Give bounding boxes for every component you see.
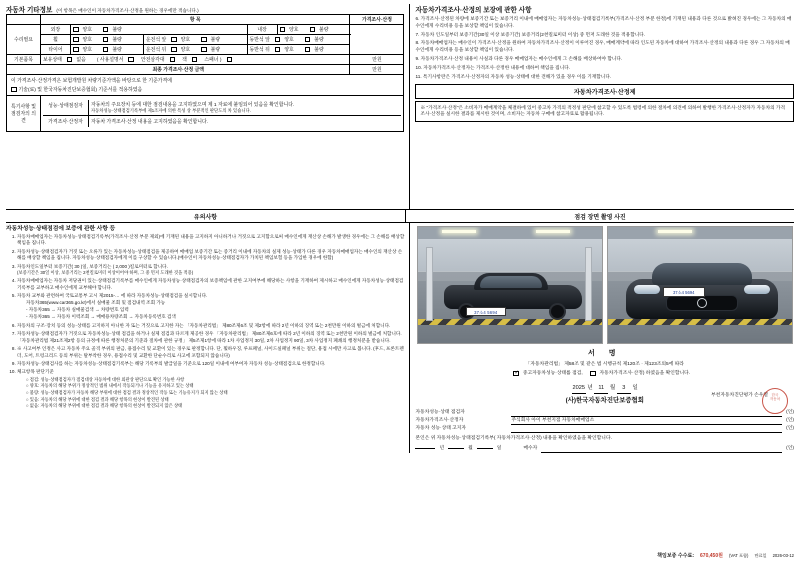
expiry-label: 만료일 <box>754 552 767 558</box>
fee-label: 책임보증 수수료: <box>657 553 695 559</box>
headlight-left <box>634 285 660 294</box>
criteria-item: ○ 있음: 자동차의 해당 부위에 대한 점검 결과 해당 항목의 현상이 발견된 상태 <box>26 396 169 402</box>
notice-heading: 자동차성능·상태점검에 보증에 관한 사항 등 <box>6 226 116 232</box>
criteria-item: ○ 없음: 자동차의 해당 부위에 대한 점검 결과 해당 항목의 현상이 발견되지 않은 상태 <box>26 403 183 409</box>
price-basis-desc <box>7 75 404 96</box>
signature-body <box>415 361 794 453</box>
signature-checkboxes: ✓ 중고자동차성능·상태를 점검, 자동차가격조사·산정) 하였음을 확인합니다. <box>415 370 794 380</box>
final-amount-label: 최종 가격조사·산정 금액 <box>7 65 350 75</box>
checkbox-price-survey[interactable] <box>590 371 596 377</box>
checkbox-basic-none[interactable] <box>67 57 73 63</box>
warranty-info-block <box>409 4 794 209</box>
link-item[interactable]: - 자동차365 → 자동차 이력조회 → 매매용차량조회 → 자동차등록번호 검색 <box>26 314 176 320</box>
warranty-item: 10. 자동차가격조사·산정자는 가격조사·산정한 내용에 대하여 책임을 집니다. <box>415 64 571 70</box>
price-checker-label: 가격조사·산정자 <box>43 116 89 127</box>
notice-item: 10. 체크항목 판단기준 ○ 점검: 성능·상태점검자가 점검대상 자동차에 대한 외관상 판단으로 확인 가능한 사항 ○ 양호: 자동차의 해당 부위가 정상적인 범위 내에서 작동되거나 기능을 유지하고 있는 상태 ○ 불량: 성능·상태점검자가 자동차 해당 부위에 대한 점검 결과 정상적인 작동 또는 기능유지가 되지 않는 상태 ○ 있음: 자동차의 해당 부위에 대한 점검 결과 해당 항목의 현상이 발견된 상태 ○ 없음: 자동차의 해당 부위에 대한 점검 결과 해당 항목의 현상이 발견되지 않은 상태 <box>17 369 404 409</box>
checkbox-interior-good[interactable] <box>280 27 286 33</box>
hazard-stripe <box>418 319 602 325</box>
signer-value[interactable] <box>511 409 782 417</box>
checkbox-tire-good[interactable] <box>73 47 79 53</box>
photo-vehicle-front <box>607 226 793 344</box>
basic-items-cell: 보유상태 없음 ( 사용설명서 안전삼각대 잭 스패너 ) <box>41 55 350 65</box>
col-fee-header: 가격조사·산정 <box>350 15 404 25</box>
price-checker-text: 자동차 가격조사·산정 내용을 고지하였음을 확인합니다. <box>91 120 209 125</box>
desc-row <box>7 75 404 96</box>
lift-post-left <box>426 247 433 321</box>
inspection-photos <box>415 226 794 344</box>
tire-rr: 동반석 뒤 양호 불량 <box>247 45 350 55</box>
brand-emblem-icon <box>697 298 707 308</box>
assoc-row <box>415 392 794 406</box>
seal-mark: (인) <box>786 410 794 416</box>
criteria-item: ○ 양호: 자동차의 해당 부위가 정상적인 범위 내에서 작동되거나 기능을 유지하고 있는 상태 <box>26 383 194 389</box>
criteria-item: ○ 점검: 성능·상태점검자가 점검대상 자동차에 대한 외관상 판단으로 확인 가능한 사항 <box>26 376 185 382</box>
ceiling-lamp-icon <box>442 230 476 233</box>
fee-vat: (VAT 포함) <box>728 552 749 558</box>
interior-options: 양호 불량 <box>277 25 350 35</box>
row-label-basic: 기본품목 <box>7 55 41 65</box>
empty-corner <box>7 15 41 25</box>
vehicle-side-view <box>444 273 582 317</box>
page-title-note: (이 항목은 매수인이 자동차가격조사·산정을 원하는 경우에만 적습니다.) <box>56 8 199 13</box>
col-items-header: 항 목 <box>41 15 350 25</box>
opinion-label: 특기사항 및 점검자의 의견 <box>7 96 41 132</box>
fee-amount: 670,450원 <box>700 553 723 559</box>
row-label-exterior: 외장 <box>41 25 71 35</box>
notice-item: 1. 자동차매매업자는 자동차성능·상태점검기록부(가격조사·산정 부분 제외)에 기재된 내용을 고지하지 아니하거나 거짓으로 고지함으로써 매수인에게 재산상 손해가 발생한 경우에는 그 손해를 배상할 책임을 집니다. <box>17 234 404 247</box>
car-window <box>480 276 542 288</box>
notice-item: 3. 자동차인도일부터 보증기간( 30 )일, 보증거리는 ( 2,000 )킬로미터로 합니다. (보증기간은 30일 이상, 보증거리는 2천킬로미터 이상이어야 하며, 그 중 먼저 도래한 것을 적용) <box>17 264 404 276</box>
ceiling-lamp-icon <box>536 230 570 233</box>
tire-rl: 운전석 뒤 양호 불량 <box>143 45 247 55</box>
notice-item: 5. 자동차 교부와 관련하여 국토교통부 고시 제2015-… 에 따라 자동차성능·상태점검을 실시합니다. 자동차365(www.car365.go.kr)에서 실매물 조회 및 점검내역 조회 가능 - 자동차365 → 자동차 실매물검색 → 차량번호 입력 - 자동차365 → 자동차 이력조회 → 매매용차량조회 → 자동차등록번호 검색 <box>17 293 404 321</box>
signer-label: 자동차 성능·상태 고지자 <box>415 426 467 432</box>
license-plate-left: 37소4 5694 <box>466 307 506 316</box>
warranty-item: 6. 가격조사·산정된 차량에 보증기간 또는 보증거리 이내에 매매업자는 자동차성능·상태점검기록부(가격조사·산정 부분 한정)에 기재된 내용과 다른 것으로 밝혀진 경우에는 그 자동차의 매수인에게 수리비용 등을 보상할 책임이 있습니다. <box>415 16 792 28</box>
price-checker-row <box>43 116 401 127</box>
notice-item: 4. 자동차매매업자는 자동차 저당권이 있는·상태점검기록부를 매수인에게 자동차성능·상태점검자의 보증책임에 관한 고지여부에 해당하는 사항을 기재하여 제시하고 매수인에게 자동차성능·상태점검기록부를 교부하고 매수인에게 교부해야 합니다. <box>17 278 404 291</box>
signer-label: 자동차성능·상태 점검자 <box>415 410 465 416</box>
checkbox-spanner[interactable] <box>227 57 233 63</box>
final-amount-unit: 만원 <box>350 65 404 75</box>
buyer-date-month[interactable] <box>448 448 464 449</box>
checkbox-performance-inspection[interactable] <box>513 371 519 377</box>
row-label-wheel: 휠 <box>41 35 71 45</box>
table-row <box>7 25 404 35</box>
signer-label: 자동차가격조사·산정자 <box>415 418 464 424</box>
table-header-row <box>7 15 404 25</box>
official-seal-icon: 한국 자동차 <box>762 388 788 414</box>
photo-vehicle-on-lift <box>417 226 603 344</box>
checkbox-tire-rl-good[interactable] <box>171 47 177 53</box>
photo-section-title: 점검 장면 촬영 사진 <box>574 214 626 221</box>
notice-item: 9. 자동차성능·상태검사를 하는 자동차성능·상태점검기록부는 해당 기록부의 발급일을 기준으로 120일 이내에 여부여자 자동차 성능·상태점검으로 한정합니다. <box>17 361 404 367</box>
row-label-tire: 타이어 <box>41 45 71 55</box>
checkbox-triangle[interactable] <box>170 57 176 63</box>
fee-cell-basic: 만원 <box>350 55 404 65</box>
table-row <box>7 55 404 65</box>
photo-and-signature-block <box>409 223 794 453</box>
row-label-interior: 내장 <box>247 25 277 35</box>
lift-post-right <box>585 247 592 321</box>
date-year[interactable]: 2025 <box>572 384 586 394</box>
mid-section-bar <box>6 209 794 223</box>
checkbox-tire-rr-bad[interactable] <box>305 47 311 53</box>
performance-checker-label: 성능·상태점검자 <box>43 100 89 115</box>
warranty-item: 7. 자동차 인도일부터 보증기간(30일 이상 보증기간) 보증거리(2천킬로미터 이상) 중 먼저 도래한 것을 적용합니다. <box>415 31 646 37</box>
seal-mark: (인) <box>786 418 794 424</box>
signature-section-title: 서 명 <box>587 350 622 357</box>
link-list <box>17 300 404 320</box>
criteria-item: ○ 불량: 성능·상태점검자가 자동차 해당 부위에 대한 점검 결과 정상적인 작동 또는 기능유지가 되지 않는 상태 <box>26 390 228 396</box>
warranty-title: 자동차가격조사·산정의 보장에 관한 사항 <box>415 7 532 14</box>
checkbox-wheel-fl-bad[interactable] <box>201 37 207 43</box>
warranty-list <box>415 16 794 81</box>
checkbox-manual[interactable] <box>128 57 134 63</box>
left-title-row <box>6 4 404 14</box>
performance-checker-row <box>43 100 401 116</box>
notice-item: 7. 자동차성능·상태점검자가 거짓으로 자동차성능·상태 점검을 하거나 실제 점검과 다르게 제공한 경우 「자동차관리법」 제80조제6호에 따라 2년 이하의 징역 또는 2천만원 이하의 벌금에 처합니다. 「자동차관리법 제21조제2항 등의 규정에 따른 행정처분의 기준과 절차에 관한 규정」 제5조제1항에 따라 1차 사업정지 30일, 2차 사업정지 90일, 3차 사업정지 폐쇄의 행정처분을 받습니다. <box>17 331 404 344</box>
vehicle-extra-info-block <box>6 4 404 209</box>
final-amount-row <box>7 65 404 75</box>
signer-value[interactable] <box>511 425 782 433</box>
price-basis-line2: 기술(료) 및 한국자동차진단보증협회) 기준서를 적용하였음 <box>9 85 401 94</box>
table-row <box>7 45 404 55</box>
checkbox-jack[interactable] <box>192 57 198 63</box>
buyer-sign-row: 년 월 일 매수자 (인) <box>415 445 794 453</box>
checkbox-tire-rr-good[interactable] <box>275 47 281 53</box>
warranty-item: 8. 자동차매매업자는 매수인이 가격조사·산정을 원하여 자동차가격조사·산정이 이루어진 경우, 매매계약에 따라 인도된 자동차에 대하여 가격조사·산정의 내용과 다른 경우 그 자동차의 매수인에게 수리비용 등을 보상할 책임이 있습니다. <box>415 40 790 53</box>
notice-item: 2. 자동차성능·상태점검자가 거짓 또는 오류가 있는 자동차성능·상태점검을 제공하여 매매업 보증기간 또는 증거리 이내에 자동차의 실제 성능·상태가 다른 경우 자동차매매업자는 매수인의 재산상 손해를 배상할 책임을 집니다. 자동차성능·상태점검자에게 이를 구상할 수 있습니다.(매수인이 자동차성능·상태점검자가 가치된 책임보험 등을 가입한 경우에 한함) <box>17 249 404 262</box>
right-title-row <box>415 4 794 14</box>
checkbox-wheel-fr-bad[interactable] <box>305 37 311 43</box>
checkbox-tire-bad[interactable] <box>103 47 109 53</box>
price-basis-line1: 이 가격조사·산정가격은 보험개발원 차량기준가액을 바탕으로 한 기준가격에 <box>11 79 172 84</box>
warranty-item: 9. 자동차가격조사·산정 내용이 사실과 다른 경우 매매업자는 매수인에게 그 손해를 배상하여야 합니다. <box>415 56 623 62</box>
checkbox-wheel-bad[interactable] <box>103 37 109 43</box>
opinion-content <box>41 96 404 132</box>
checkbox-exterior-good[interactable] <box>73 27 79 33</box>
headlight-right <box>744 285 770 294</box>
seal-mark: (인) <box>786 426 794 432</box>
notice-item: 8. ※ 사고여부 인정은 사고 자동차 주요 골격 부위의 판금, 용접수리 및 교환이 있는 경우로 판정합니다. 단, 휠하우징, 루프패널, 사이드실패널 부위는 절단, 용접 시에만 사고로 봅니다. (후드, 프론트펜더, 도어, 트렁크리드 등의 부위는 탈부착한 경우, 용접수리 및 교환한 단순수리로 사고에 포함되지 않습니다) <box>17 346 404 359</box>
buyer-date-day[interactable] <box>477 448 493 449</box>
seal-mark: (인) <box>786 445 794 451</box>
bay-ceiling <box>608 227 792 239</box>
signer-row <box>415 425 794 433</box>
signer-row <box>415 417 794 425</box>
windshield <box>652 263 752 285</box>
buyer-confirm-line: 본인은 위 자동차성능·상태점검기록부( 자동차가격조사·산정) 내용을 확인하였음을 확인합니다. <box>415 436 612 442</box>
notice-block <box>6 223 404 453</box>
expiry-date: 2026-03-12 <box>772 553 794 558</box>
checkbox-interior-bad[interactable] <box>310 27 316 33</box>
checkbox-tech-fee[interactable] <box>11 87 17 93</box>
wheel-options-1: 양호 불량 <box>71 35 144 45</box>
lower-section <box>6 223 794 453</box>
buyer-signature-field[interactable] <box>541 445 782 453</box>
car-wheel <box>549 303 566 320</box>
inspector-name: 부천자동차진단평가 손우열 <box>711 392 768 398</box>
checkbox-wheel-fl-good[interactable] <box>171 37 177 43</box>
tire-options-1: 양호 불량 <box>71 45 144 55</box>
opinion-row <box>7 96 404 132</box>
page-title: 자동차 기타정보 <box>6 7 53 14</box>
checkbox-wheel-fr-good[interactable] <box>275 37 281 43</box>
fee-cell-top <box>350 25 404 55</box>
bay-ceiling <box>418 227 602 239</box>
license-plate-right: 37소4 5694 <box>663 287 705 297</box>
checkbox-wheel-good[interactable] <box>73 37 79 43</box>
wheel-fr: 동반석 앞 양호 불량 <box>247 35 350 45</box>
signature-date: 2025 년 11 월 3 일 <box>415 384 794 394</box>
link-item[interactable]: 자동차365(www.car365.go.kr)에서 실매물 조회 및 점검내역 조회 가능 <box>26 300 166 306</box>
date-day[interactable]: 3 <box>617 384 631 394</box>
buyer-label: 매수자 <box>523 445 538 451</box>
checkbox-exterior-bad[interactable] <box>103 27 109 33</box>
warranty-item: 11. 특기사항란은 가격조사·산정자의 자동차 성능·상태에 대한 견해가 있을 경우 이를 기재합니다. <box>415 73 612 79</box>
footer-bar <box>6 552 794 559</box>
price-survey-banner: 자동차가격조사·산정제 <box>415 84 794 99</box>
notice-section-title: 유의사항 <box>6 210 406 222</box>
top-section <box>6 4 794 209</box>
association-name: (사)한국자동차진단보증협회 <box>565 396 644 404</box>
wheel-fl: 운전석 앞 양호 불량 <box>143 35 247 45</box>
notice-list <box>6 234 404 409</box>
link-item[interactable]: - 자동차365 → 자동차 실매물검색 → 차량번호 입력 <box>26 307 129 313</box>
exterior-options: 양호 불량 <box>71 25 248 35</box>
signer-row <box>415 409 794 417</box>
ceiling-lamp-icon <box>658 230 692 233</box>
price-survey-note: ※ "가격조사·산정"은 소비자가 매매계약을 체결하에 있어 중고차 가격의 적정성 판단에 참고할 수 있도록 법령에 의한 절차에 의견에 의하여 발행한 가격조사·산정자가 자동차의 가격조사·산정을 실시한 결과를 제시한 것이며, 소비자는 자동차 구매에 참고자료로 활용됩니다. <box>415 101 794 123</box>
date-month[interactable]: 11 <box>594 384 608 394</box>
notice-item: 6. 자동차의 구조·장치 등의 성능·상태를 고지하지 아니한 자 또는 거짓으로 고지한 자는 「자동차관리법」 제80조제6조 및 제2항에 따라 2년 이하의 징역 또는 2천만원 이하의 벌금에 처합니다. <box>17 323 404 329</box>
performance-checker-text: 자동차의 주요장치 등에 대한 점검내용을 고지하였으며 제 1 자료에 붙임되어 있음을 확인합니다. 자동차성능·상태점검기록부에 제1조자에 의한 특성 상 부분적인 판단도의 차 있습니다. <box>91 103 295 113</box>
law-reference: 「자동차관리법」 제58조 및 같은 법 시행규칙 제120조 · 제123조의5에 따라 <box>525 362 684 367</box>
buyer-date-year[interactable] <box>415 448 435 449</box>
table-row <box>7 35 404 45</box>
row-label-repair: 수리필요 <box>7 25 41 55</box>
checkbox-tire-rl-bad[interactable] <box>201 47 207 53</box>
criteria-list <box>17 377 404 409</box>
signer-value[interactable]: 주식회사 아이 부천지점 자동차매매업소 <box>511 417 782 425</box>
extra-info-table <box>6 14 404 132</box>
